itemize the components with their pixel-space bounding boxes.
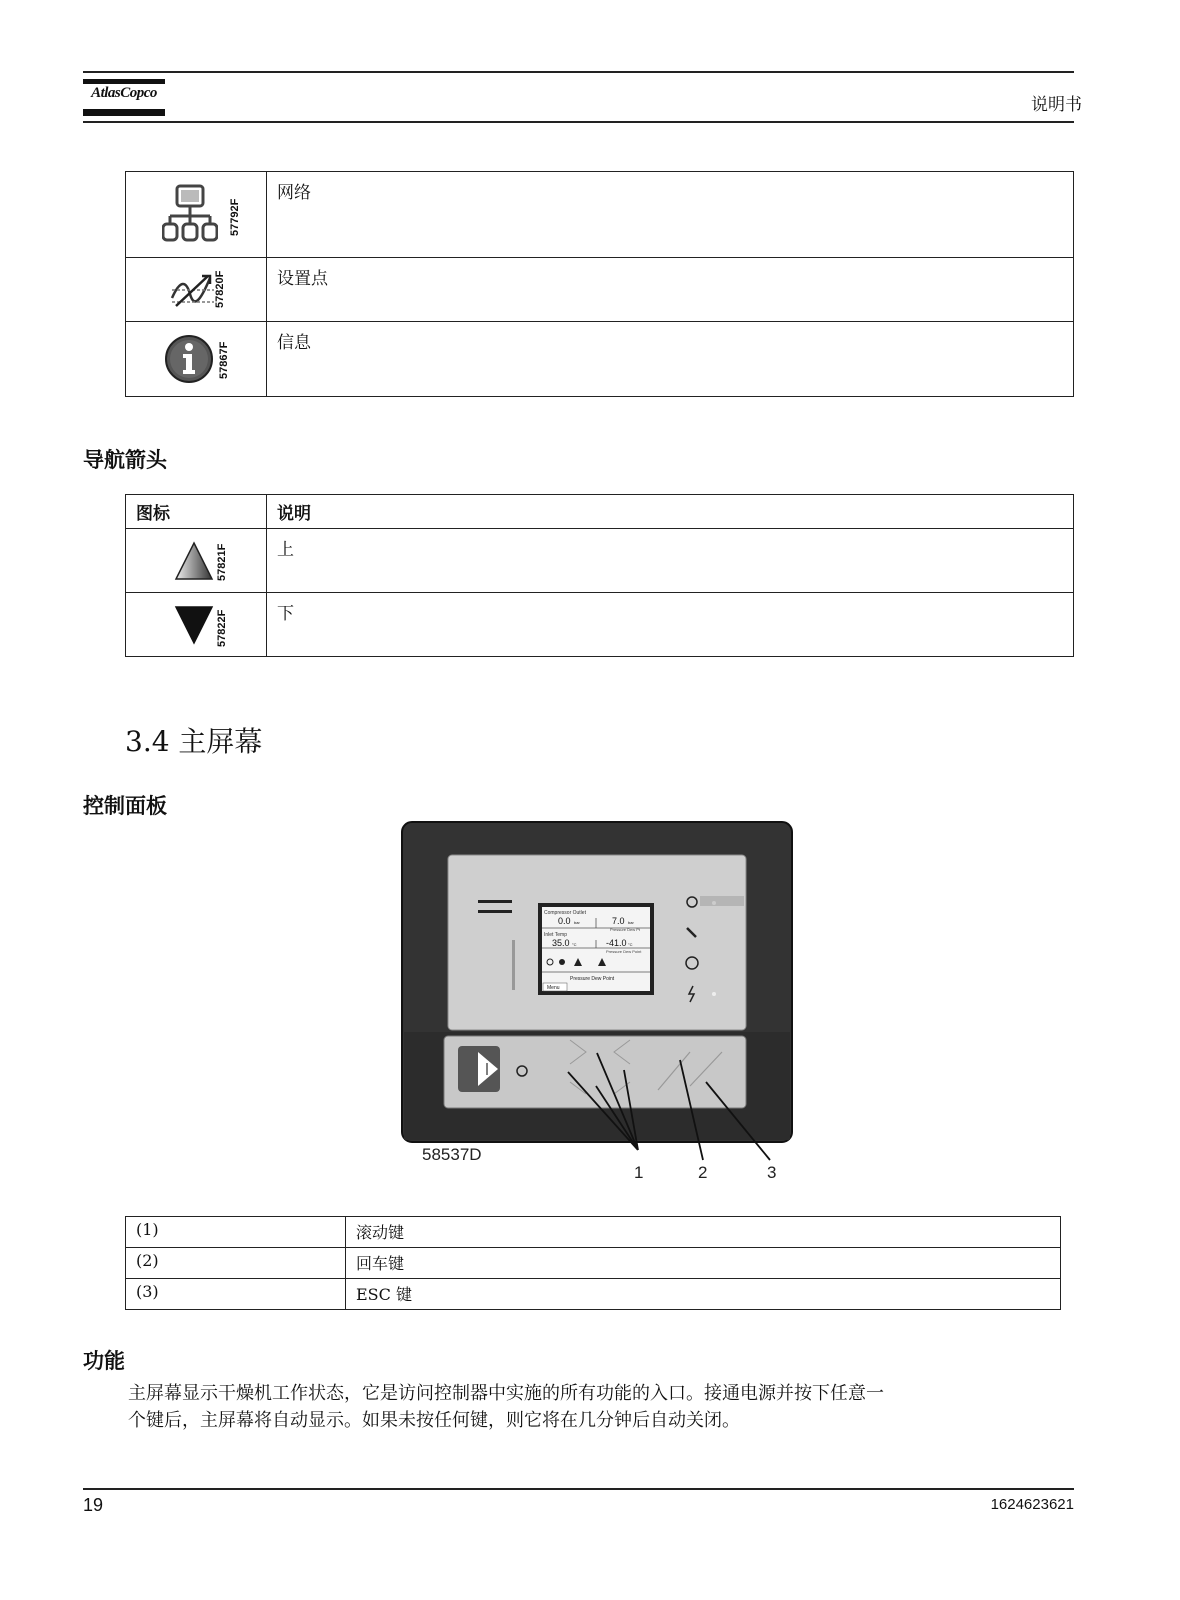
section-heading: 3.4 主屏幕 bbox=[125, 725, 263, 758]
legend-text: 滚动键 bbox=[346, 1217, 1061, 1248]
table-row bbox=[126, 172, 1074, 258]
setpoint-icon bbox=[170, 272, 216, 308]
callout-2: 2 bbox=[698, 1163, 708, 1182]
screen-r2-label: Inlet Temp bbox=[544, 932, 567, 938]
document-number: 1624623621 bbox=[990, 1496, 1074, 1513]
icon-code: 57821F bbox=[216, 543, 228, 581]
figure-code: 58537D bbox=[422, 1145, 482, 1164]
arrow-down-icon bbox=[174, 605, 214, 645]
column-header-desc: 说明 bbox=[267, 495, 1074, 529]
panel-section-title: 控制面板 bbox=[83, 794, 167, 818]
header-top-rule bbox=[83, 71, 1074, 73]
table-row bbox=[126, 1217, 1061, 1248]
icon-code: 57820F bbox=[214, 270, 226, 308]
table-row bbox=[126, 1279, 1061, 1310]
icon-code: 57822F bbox=[216, 609, 228, 647]
paragraph-line-2: 个键后，主屏幕将自动显示。如果未按任何键，则它将在几分钟后自动关闭。 bbox=[128, 1410, 740, 1431]
function-paragraph bbox=[128, 1380, 1038, 1434]
row-label: 下 bbox=[267, 593, 1074, 657]
screen-r2-left-unit: °C bbox=[572, 942, 577, 947]
icon-code: 57867F bbox=[218, 341, 230, 379]
icon-code: 57792F bbox=[229, 198, 241, 236]
table-row bbox=[126, 529, 1074, 593]
screen-r1-label: Compressor Outlet bbox=[544, 910, 586, 916]
header-bottom-rule bbox=[83, 121, 1074, 123]
legend-num: (1) bbox=[126, 1217, 346, 1248]
arrow-up-icon bbox=[174, 541, 214, 581]
function-section-title: 功能 bbox=[83, 1349, 125, 1373]
table-row bbox=[126, 322, 1074, 397]
legend-table bbox=[125, 1216, 1061, 1310]
legend-num: (3) bbox=[126, 1279, 346, 1310]
column-header-icon: 图标 bbox=[126, 495, 267, 529]
nav-section-title: 导航箭头 bbox=[83, 448, 167, 472]
table-row bbox=[126, 1248, 1061, 1279]
icon-label: 设置点 bbox=[267, 258, 1074, 322]
paragraph-line-1: 主屏幕显示干燥机工作状态，它是访问控制器中实施的所有功能的入口。接通电源并按下任意一 bbox=[128, 1383, 884, 1404]
screen-r1-sub: Pressure Dew Pt bbox=[610, 927, 641, 932]
table-header-row bbox=[126, 495, 1074, 529]
screen-r1-left-unit: bar bbox=[574, 920, 580, 925]
legend-text: 回车键 bbox=[346, 1248, 1061, 1279]
screen-menu: Menu bbox=[547, 985, 560, 991]
page-number: 19 bbox=[83, 1495, 104, 1515]
screen-r2-sub: Pressure Dew Point bbox=[606, 949, 642, 954]
legend-text: ESC 键 bbox=[346, 1279, 1061, 1310]
table-row bbox=[126, 593, 1074, 657]
row-label: 上 bbox=[267, 529, 1074, 593]
screen-r2-right: -41.0 bbox=[606, 938, 627, 948]
footer-rule bbox=[83, 1488, 1074, 1490]
callout-1: 1 bbox=[634, 1163, 644, 1182]
atlas-copco-logo: AtlasCopco bbox=[83, 79, 165, 121]
screen-r2-left: 35.0 bbox=[552, 938, 570, 948]
screen-r2-right-unit: °C bbox=[628, 942, 633, 947]
icon-label: 网络 bbox=[267, 172, 1074, 258]
screen-r1-right: 7.0 bbox=[612, 916, 625, 926]
icon-label: 信息 bbox=[267, 322, 1074, 397]
callout-3: 3 bbox=[767, 1163, 777, 1182]
screen-r1-right-unit: bar bbox=[628, 920, 634, 925]
document-title: 说明书 bbox=[1031, 95, 1082, 115]
table-row bbox=[126, 258, 1074, 322]
legend-num: (2) bbox=[126, 1248, 346, 1279]
screen-status: Pressure Dew Point bbox=[570, 976, 615, 982]
network-icon bbox=[162, 184, 218, 244]
control-panel-figure bbox=[400, 820, 795, 1185]
info-icon bbox=[164, 334, 214, 384]
nav-table bbox=[125, 494, 1074, 657]
screen-r1-left: 0.0 bbox=[558, 916, 571, 926]
icon-table bbox=[125, 171, 1074, 397]
